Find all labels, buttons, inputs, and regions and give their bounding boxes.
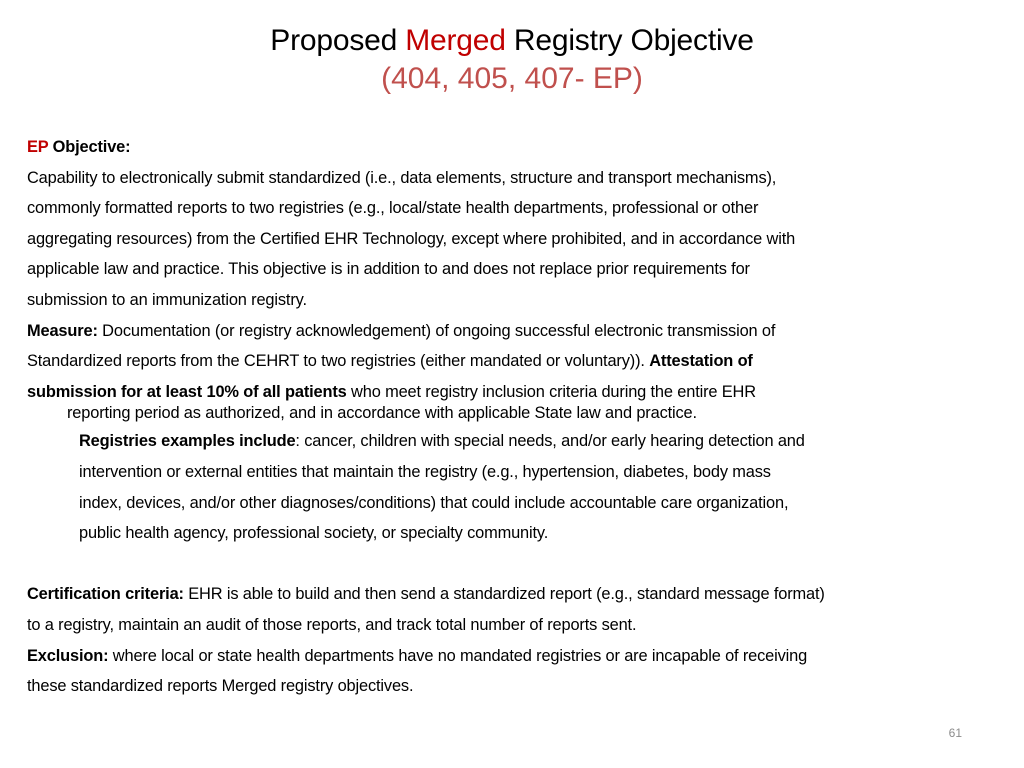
measure-attestation-bold: submission for at least 10% of all patients [27,382,347,401]
exclusion-line-1 [27,641,987,672]
measure-label: Measure: [27,321,98,340]
measure-line-1 [27,316,987,347]
certification-text: EHR is able to build and then send a standardized report (e.g., standard message format) [183,585,825,604]
measure-attestation-bold: Attestation of [649,352,753,371]
measure-text: Documentation (or registry acknowledgement) of ongoing successful electronic transmission of [97,321,776,340]
registries-line-1 [27,426,987,457]
registries-text: : cancer, children with special needs, and/or early hearing detection and [295,432,805,451]
exclusion-text: where local or state health departments have no mandated registries or are incapable of receiving [108,646,808,665]
registries-label: Registries examples include [79,432,296,451]
objective-line: commonly formatted reports to two registries (e.g., local/state health departments, professional or other [27,199,759,218]
certification-label: Certification criteria: [27,585,184,604]
registries-line: intervention or external entities that maintain the registry (e.g., hypertension, diabetes, body mass [79,462,771,481]
measure-line-2 [27,346,987,377]
objective-heading [27,132,987,163]
measure-text: Standardized reports from the CEHRT to two registries (either mandated or voluntary)). [27,352,650,371]
registries-line: public health agency, professional society, or specialty community. [79,524,549,543]
certification-line-2: to a registry, maintain an audit of those reports, and track total number of reports sent. [27,615,637,634]
page-number: 61 [948,726,962,740]
objective-label: Objective: [48,138,131,156]
title-line [0,22,1024,60]
exclusion-line-2: these standardized reports Merged registry objectives. [27,677,414,696]
title-text-merged: Merged [405,24,506,57]
certification-line-1 [27,579,987,610]
registries-line: index, devices, and/or other diagnoses/conditions) that could include accountable care organization, [79,493,789,512]
title-text-proposed: Proposed [270,24,406,57]
title-subtitle: (404, 405, 407- EP) [381,62,643,95]
exclusion-label: Exclusion: [27,646,109,665]
objective-line: aggregating resources) from the Certified EHR Technology, except where prohibited, and in accordance with [27,229,796,248]
title-text-registry-objective: Registry Objective [505,24,754,57]
objective-line: submission to an immunization registry. [27,290,307,309]
blank-line [27,549,987,580]
measure-line-4: reporting period as authorized, and in accordance with applicable State law and practice. [67,404,697,423]
objective-line: applicable law and practice. This objective is in addition to and does not replace prior requirements for [27,260,750,279]
slide-title [0,22,1024,98]
measure-text: who meet registry inclusion criteria during the entire EHR [346,382,756,401]
slide-body [27,132,987,702]
objective-ep-label: EP [27,138,49,156]
objective-line: Capability to electronically submit standardized (i.e., data elements, structure and transport mechanisms), [27,168,777,187]
